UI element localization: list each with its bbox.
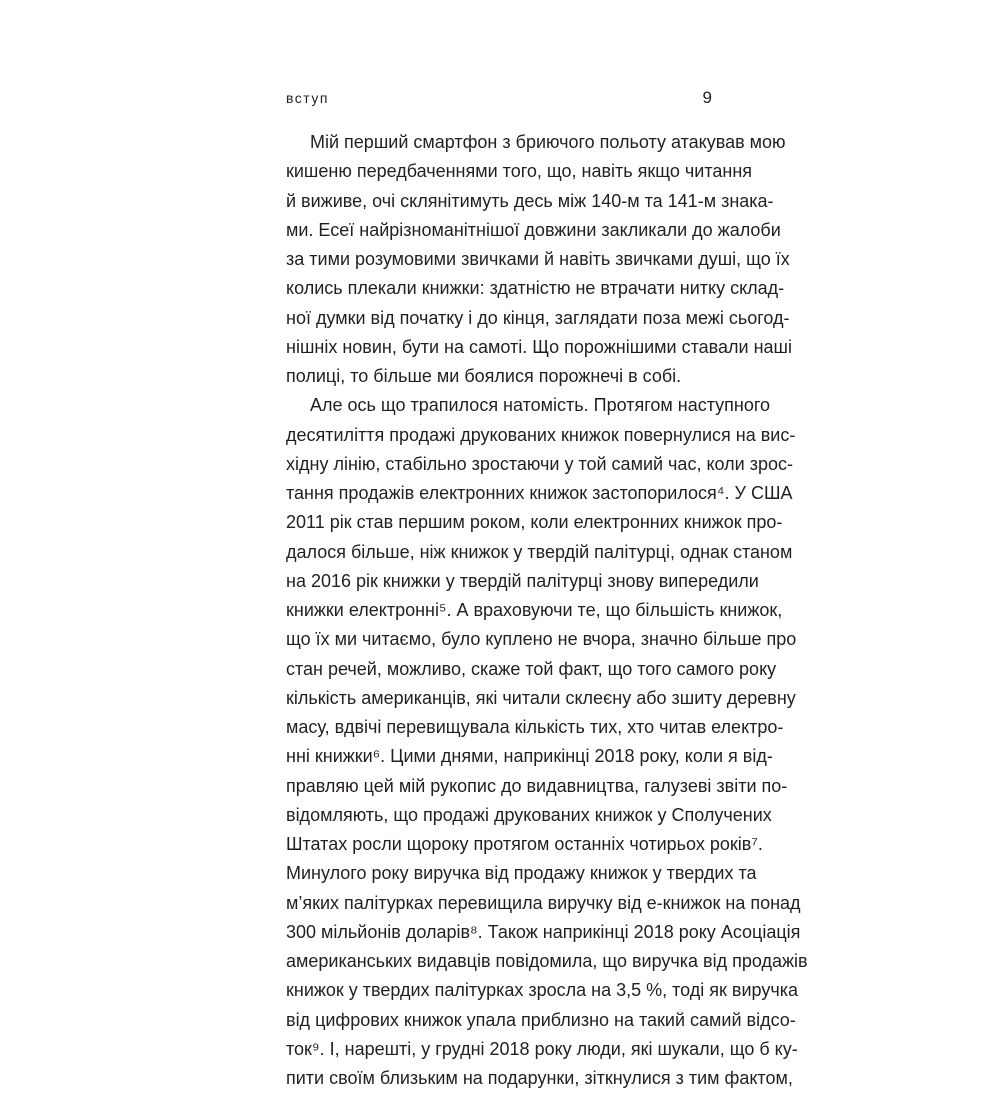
- running-head: [286, 90, 712, 112]
- text-line: колись плекали книжки: здатністю не втрачати нитку склад-: [286, 278, 785, 299]
- text-line: ної думки від початку і до кінця, заглядати поза межі сьогод-: [286, 307, 790, 328]
- text-line: від цифрових книжок упала приблизно на такий самий відсо-: [286, 1009, 796, 1030]
- text-line: стан речей, можливо, скаже той факт, що того самого року: [286, 658, 777, 679]
- body-text: [286, 128, 808, 1093]
- text-line: й виживе, очі склянітимуть десь між 140-м та 141-м знака-: [286, 190, 774, 211]
- text-line: м’яких палітурках перевищила виручку від е-книжок на понад: [286, 892, 801, 913]
- text-line: Але ось що трапилося натомість. Протягом наступного: [310, 395, 771, 416]
- text-line: Минулого року виручка від продажу книжок у твердих та: [286, 863, 757, 884]
- text-line: пити своїм близьким на подарунки, зіткнулися з тим фактом,: [286, 1068, 793, 1088]
- text-line: американських видавців повідомила, що виручка від продажів: [286, 951, 808, 971]
- text-line: відомляють, що продажі друкованих книжок у Сполучених: [286, 804, 772, 825]
- text-line: кількість американців, які читали склеєну або зшиту деревну: [286, 687, 796, 708]
- text-line: правляю цей мій рукопис до видавництва, галузеві звіти по-: [286, 775, 788, 796]
- text-line: нішніх новин, бути на самоті. Що порожнішими ставали наші: [286, 336, 792, 357]
- text-line: тання продажів електронних книжок застопорилося⁴. У США: [286, 483, 793, 503]
- text-line: книжки електронні⁵. А враховуючи те, що більшість книжок,: [286, 600, 783, 620]
- page-number: 9: [702, 88, 712, 107]
- text-line: Мій перший смартфон з бриючого польоту атакував мою: [310, 132, 786, 152]
- text-line: масу, вдвічі перевищувала кількість тих, хто читав електро-: [286, 717, 784, 737]
- text-line: полиці, то більше ми боялися порожнечі в собі.: [286, 366, 682, 386]
- text-line: десятиліття продажі друкованих книжок повернулися на вис-: [286, 424, 796, 445]
- text-line: хідну лінію, стабільно зростаючи у той самий час, коли зрос-: [286, 453, 793, 474]
- text-line: 2011 рік став першим роком, коли електронних книжок про-: [286, 512, 783, 533]
- text-line: кишеню передбаченнями того, що, навіть якщо читання: [286, 161, 753, 182]
- text-line: книжок у твердих палітурках зросла на 3,5 %, тоді як виручка: [286, 980, 799, 1001]
- section-title: вступ: [286, 90, 329, 106]
- text-line: ми. Есеї найрізноманітнішої довжини закликали до жалоби: [286, 219, 781, 240]
- text-line: ток⁹. І, нарешті, у грудні 2018 року люди, які шукали, що б ку-: [286, 1038, 798, 1059]
- text-line: на 2016 рік книжки у твердій палітурці знову випередили: [286, 570, 759, 591]
- text-line: за тими розумовими звичками й навіть звичками душі, що їх: [286, 249, 790, 269]
- text-line: далося більше, ніж книжок у твердій палітурці, однак станом: [286, 541, 793, 562]
- text-line: 300 мільйонів доларів⁸. Також наприкінці 2018 року Асоціація: [286, 921, 801, 942]
- text-line: що їх ми читаємо, було куплено не вчора, значно більше про: [286, 629, 797, 650]
- text-line: Штатах росли щороку протягом останніх чотирьох років⁷.: [286, 834, 763, 854]
- text-line: нні книжки⁶. Цими днями, наприкінці 2018 року, коли я від-: [286, 746, 773, 767]
